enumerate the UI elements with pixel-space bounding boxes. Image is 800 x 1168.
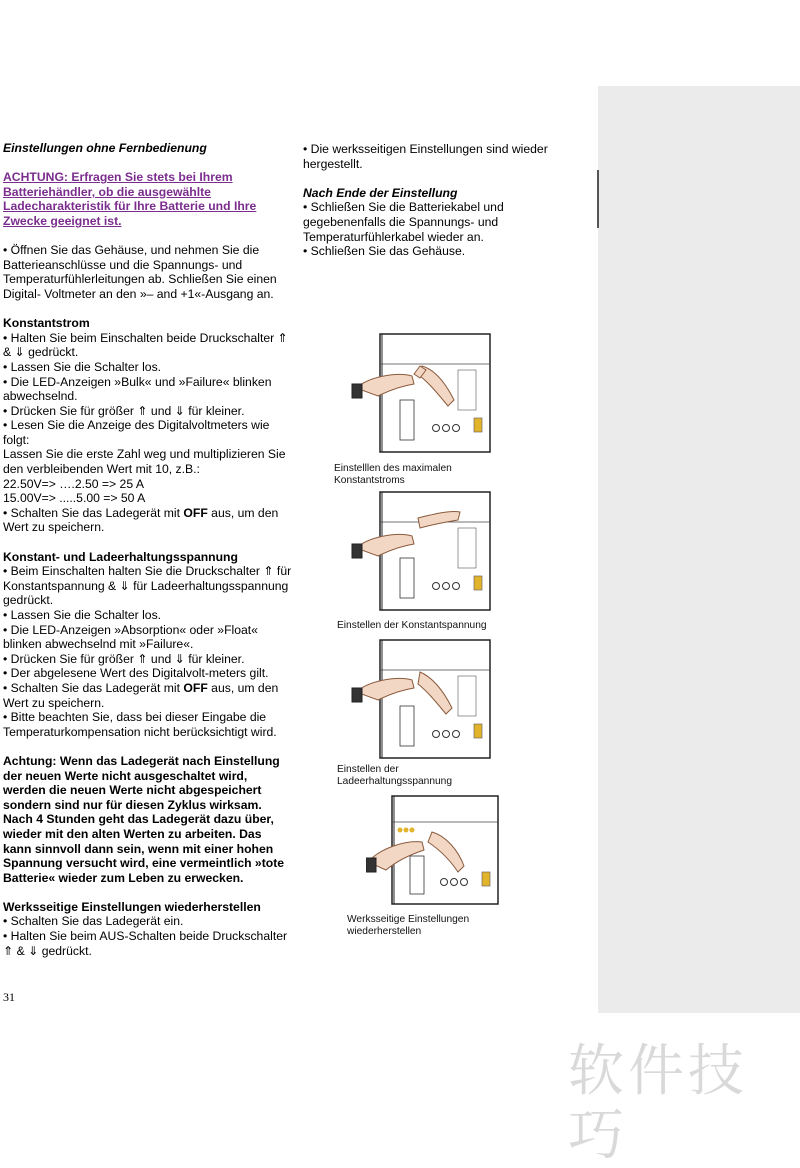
figure-caption: Werksseitige Einstellungen wiederherstellen: [347, 914, 470, 937]
list-item: • Der abgelesene Wert des Digitalvolt-meters gilt.: [3, 666, 269, 681]
figure-constant-voltage: [350, 488, 500, 618]
warning-text: ACHTUNG: Erfragen Sie stets bei Ihrem Batteriehändler, ob die ausgewählte Ladecharakteristik für Ihre Batterie und Ihre Zwecke geeignet ist.: [3, 170, 257, 228]
end-heading: Nach Ende der Einstellung: [303, 185, 458, 200]
list-item: [3, 506, 293, 535]
example-line: 15.00V=> .....5.00 => 50 A: [3, 491, 146, 506]
off-keyword: OFF: [183, 680, 208, 695]
list-item: • Lassen Sie die Schalter los.: [3, 359, 162, 374]
list-item: • Lassen Sie die Schalter los.: [3, 608, 162, 622]
device-illustration: [380, 334, 490, 452]
list-item: • Schalten Sie das Ladegerät ein.: [3, 914, 184, 929]
list-item: • Beim Einschalten halten Sie die Druckschalter ⇑ für Konstantspannung & ⇓ für Ladeerhaltungsspannung gedrückt.: [3, 564, 292, 608]
list-item: • Die werksseitigen Einstellungen sind wieder hergestellt.: [303, 142, 548, 171]
figure-current: [350, 330, 500, 460]
intro-paragraph: • Öffnen Sie das Gehäuse, und nehmen Sie die Batterieanschlüsse und die Spannungs- und Temperaturfühlerleitungen ab. Schließen Sie einen Digital- Voltmeter an den »– and +1«-Ausgang an.: [3, 243, 277, 301]
list-item: • Die LED-Anzeigen »Bulk« und »Failure« blinken abwechselnd.: [3, 374, 272, 404]
example-line: 22.50V=> ….2.50 => 25 A: [3, 476, 144, 491]
list-item: • Drücken Sie für größer ⇑ und ⇓ für kleiner.: [3, 403, 245, 418]
text-part: aus, um den Wert zu speichern.: [3, 680, 279, 710]
attention-paragraph: Achtung: Wenn das Ladegerät nach Einstellung der neuen Werte nicht ausgeschaltet wird, werden die neuen Werte nicht abgespeichert sondern sind nur für diesen Zyklus wirksam. Nach 4 Stunden geht das Ladegerät dazu über, wieder mit den alten Werten zu arbeiten. Das kann sinnvoll dann sein, wenn mit einer hohen Spannung versucht wird, eine vermeintlich »tote Batterie« wieder zum Leben zu erwecken.: [3, 753, 285, 885]
list-item: • Lesen Sie die Anzeige des Digitalvoltmeters wie folgt:: [3, 418, 270, 447]
list-item: • Schließen Sie die Batteriekabel und gegebenenfalls die Spannungs- und Temperaturfühlerkabel wieder an.: [303, 200, 504, 244]
margin-line: [597, 170, 599, 228]
list-item: • Halten Sie beim Einschalten beide Druckschalter ⇑ & ⇓ gedrückt.: [3, 330, 288, 360]
list-item: • Drücken Sie für größer ⇑ und ⇓ für kleiner.: [3, 651, 245, 666]
page-number: 31: [3, 990, 15, 1004]
text-part: • Schalten Sie das Ladegerät mit: [3, 505, 184, 520]
section-heading: Einstellungen ohne Fernbedienung: [3, 141, 207, 155]
figure-float-voltage: [350, 636, 500, 766]
text-line: Lassen Sie die erste Zahl weg und multiplizieren Sie den verbleibenden Wert mit 10, z.B.:: [3, 447, 286, 477]
off-keyword: OFF: [183, 505, 208, 520]
device-illustration: [380, 492, 490, 610]
watermark: 软件技巧: [568, 1039, 748, 1168]
left-column: [3, 141, 293, 958]
list-item: • Die LED-Anzeigen »Absorption« oder »Float« blinken abwechselnd mit »Failure«.: [3, 622, 258, 652]
list-item: • Schließen Sie das Gehäuse.: [303, 244, 466, 259]
figure-caption: Einstellen der Ladeerhaltungsspannung: [337, 764, 452, 787]
factory-reset-heading: Werksseitige Einstellungen wiederherstellen: [3, 899, 261, 914]
list-item: [3, 681, 293, 710]
comment-sidebar: [598, 86, 800, 1013]
list-item: • Bitte beachten Sie, dass bei dieser Eingabe die Temperaturkompensation nicht berücksichtigt wird.: [3, 710, 277, 739]
text-part: aus, um den Wert zu speichern.: [3, 505, 279, 535]
voltage-heading: Konstant- und Ladeerhaltungsspannung: [3, 549, 238, 564]
list-item: • Halten Sie beim AUS-Schalten beide Druckschalter ⇑ & ⇓ gedrückt.: [3, 929, 288, 958]
figure-caption: Einstellen der Konstantspannung: [337, 620, 487, 631]
figure-caption: Einstelllen des maximalen Konstantstroms: [334, 463, 452, 486]
text-part: • Schalten Sie das Ladegerät mit: [3, 680, 184, 695]
right-column: [303, 142, 573, 259]
figure-factory-reset: [366, 792, 506, 910]
constant-current-heading: Konstantstrom: [3, 316, 90, 331]
